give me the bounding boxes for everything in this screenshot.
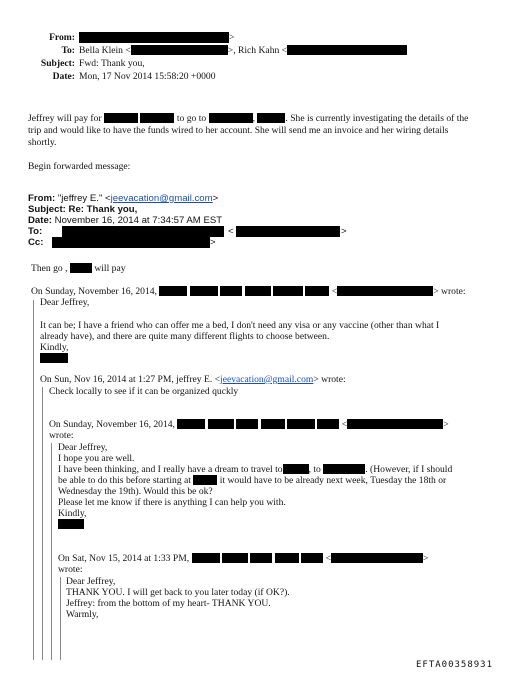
- fwd-from-value: "jeffrey E." <: [57, 193, 111, 204]
- redaction-bar: [275, 553, 299, 563]
- redaction-bar: [190, 286, 218, 296]
- fwd-subject-value: Re: Thank you,: [68, 204, 138, 215]
- redaction-bar: [62, 226, 224, 237]
- to-bella: Bella Klein <: [79, 45, 131, 56]
- fwd-from-email-link[interactable]: jeevacation@gmail.com: [110, 193, 213, 204]
- on-line-2: [40, 374, 346, 386]
- redaction-bar: [317, 419, 339, 429]
- on3-close: >: [443, 419, 449, 430]
- thinking-text: I have been thinking, and I really have a dream to travel to: [58, 464, 283, 475]
- quote-bar-4: [60, 577, 61, 660]
- body-para-line1: [28, 113, 468, 125]
- header-date-value: Mon, 17 Nov 2014 15:58:20 +0000: [79, 71, 216, 82]
- on1-bracket: <: [331, 286, 338, 297]
- able-line: [58, 475, 446, 487]
- fwd-to-bracket: <: [228, 226, 234, 237]
- thank-you-line1: THANK YOU. I will get back to you later today (if OK?).: [66, 587, 290, 598]
- redaction-bar: [104, 113, 138, 123]
- header-to-value: [79, 45, 407, 57]
- redaction-bar: [52, 237, 210, 248]
- on4-bracket: <: [325, 553, 331, 564]
- redaction-bar: [208, 419, 234, 429]
- on1-text: On Sunday, November 16, 2014,: [31, 286, 157, 297]
- on3-bracket: <: [341, 419, 348, 430]
- kindly-2: Kindly,: [58, 508, 87, 519]
- warmly: Warmly,: [66, 609, 99, 620]
- redaction-bar: [305, 286, 329, 296]
- it-can-be-line1: It can be; I have a friend who can offer me a bed, I don't need any visa or any vaccine (other than what I: [40, 320, 440, 331]
- redaction-bar: [193, 475, 217, 485]
- on2-wrote: > wrote:: [313, 374, 346, 385]
- redaction-bar: [192, 553, 220, 563]
- redaction-bar: [250, 553, 272, 563]
- fwd-to-label: To:: [28, 226, 43, 237]
- redaction-bar: [222, 553, 248, 563]
- on4-close: >: [422, 553, 429, 564]
- wednesday-line: Wednesday the 19th). Would this be ok?: [58, 486, 213, 497]
- on4-text: On Sat, Nov 15, 2014 at 1:33 PM,: [58, 553, 190, 564]
- redaction-bar: [347, 419, 443, 429]
- dear-3: Dear Jeffrey,: [66, 576, 116, 587]
- para-text: to go to: [176, 113, 207, 124]
- redaction-bar: [140, 113, 174, 123]
- fwd-from-line: [28, 193, 218, 205]
- body-para-line2: trip and would like to have the funds wired to her account. She will send me an invoice and her wiring details: [28, 125, 449, 136]
- header-date-label: Date:: [52, 71, 75, 82]
- dear-2: Dear Jeffrey,: [58, 442, 108, 453]
- redaction-bar: [70, 263, 92, 273]
- thank-you-line2: Jeffrey: from the bottom of my heart- THANK YOU.: [66, 598, 271, 609]
- fwd-cc-close: >: [210, 237, 216, 248]
- on-line-4: [58, 553, 428, 565]
- fwd-date-label: Date:: [28, 215, 52, 226]
- forward-note: Begin forwarded message:: [28, 161, 131, 172]
- header-from-label: From:: [49, 32, 75, 43]
- header-subject-value: Fwd: Thank you,: [79, 58, 145, 69]
- fwd-subject-line: [28, 204, 137, 216]
- redaction-bar: [236, 419, 258, 429]
- header-from-tail: >: [229, 32, 235, 43]
- para-text: . She is currently investigating the details of the: [285, 113, 469, 124]
- on3-text: On Sunday, November 16, 2014,: [49, 419, 175, 430]
- fwd-from-close: >: [212, 193, 219, 204]
- para-text: Jeffrey will pay for: [28, 113, 102, 124]
- on4-wrote: wrote:: [58, 564, 83, 575]
- fwd-to-close: >: [341, 226, 347, 237]
- will-pay-text: will pay: [94, 263, 126, 274]
- redaction-bar: [79, 32, 229, 43]
- redaction-bar: [58, 519, 84, 529]
- to-rich: >, Rich Kahn <: [227, 45, 288, 56]
- hope-line: I hope you are well.: [58, 453, 135, 464]
- redaction-bar: [40, 353, 68, 363]
- able-text: be able to do this before starting at: [58, 475, 191, 486]
- fwd-subject-label: Subject:: [28, 204, 66, 215]
- redaction-bar: [131, 45, 228, 55]
- redaction-bar: [209, 113, 253, 123]
- redaction-bar: [159, 286, 187, 296]
- thinking-line: [58, 464, 452, 476]
- fwd-from-label: From:: [28, 193, 56, 204]
- on2-text: On Sun, Nov 16, 2014 at 1:27 PM, jeffrey E. <: [40, 374, 221, 385]
- redaction-bar: [331, 553, 423, 563]
- redaction-bar: [273, 286, 303, 296]
- redaction-bar: [323, 464, 365, 474]
- on3-wrote: wrote:: [49, 430, 74, 441]
- redaction-bar: [245, 286, 271, 296]
- fwd-date-value: November 16, 2014 at 7:34:57 AM EST: [54, 215, 223, 226]
- dear-1: Dear Jeffrey,: [40, 297, 90, 308]
- on2-email-link[interactable]: jeevacation@gmail.com: [220, 374, 314, 385]
- fwd-cc-label: Cc:: [28, 237, 44, 248]
- on-line-3: [49, 419, 449, 431]
- redaction-bar: [261, 419, 285, 429]
- then-go-text: Then go ,: [31, 263, 68, 274]
- body-para-line3: shortly.: [28, 137, 57, 148]
- fwd-date-line: [28, 215, 222, 227]
- quote-bar-1: [33, 300, 34, 660]
- redaction-bar: [301, 553, 323, 563]
- then-go-line: [31, 263, 126, 275]
- please-line: Please let me know if there is anything I can help you with.: [58, 497, 286, 508]
- able-text: it would have to be already next week, Tuesday the 18th or: [219, 475, 447, 486]
- bates-number: EFTA00358931: [416, 660, 494, 670]
- redaction-bar: [257, 113, 285, 123]
- on1-wrote: > wrote:: [433, 286, 466, 297]
- para-text: ,: [252, 113, 255, 124]
- redaction-bar: [287, 419, 315, 429]
- redaction-bar: [337, 286, 433, 296]
- thinking-text: . (However, if I should: [365, 464, 453, 475]
- thinking-text: , to: [308, 464, 321, 475]
- redaction-bar: [283, 464, 309, 474]
- redaction-bar: [220, 286, 242, 296]
- header-to-label: To:: [61, 45, 75, 56]
- kindly-1: Kindly,: [40, 342, 69, 353]
- redaction-bar: [236, 226, 340, 237]
- check-locally: Check locally to see if it can be organized quckly: [49, 386, 239, 397]
- on-line-1: [31, 286, 466, 298]
- redaction-bar: [177, 419, 205, 429]
- header-subject-label: Subject:: [40, 58, 75, 69]
- quote-bar-3: [51, 443, 52, 660]
- redaction-bar: [287, 45, 407, 55]
- it-can-be-line2: already have), and there are quite many different flights to choose between.: [40, 331, 330, 342]
- quote-bar-2: [42, 387, 43, 660]
